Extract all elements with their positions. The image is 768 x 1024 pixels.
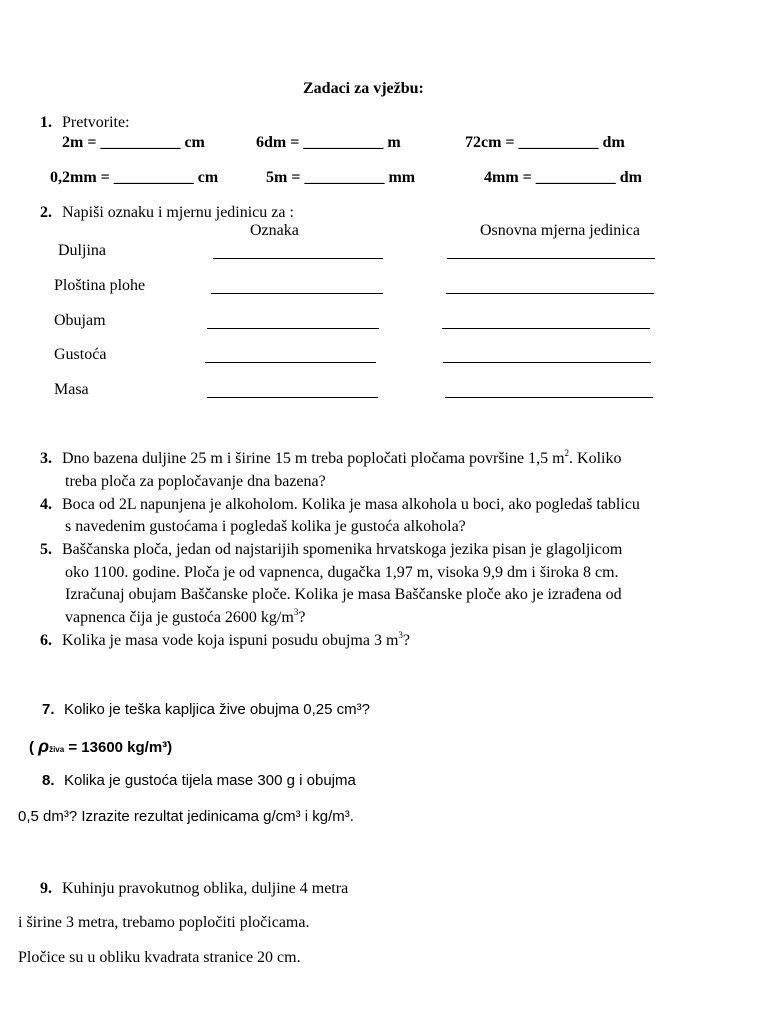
question-2: [40, 205, 294, 221]
question-number: 3.: [40, 450, 52, 467]
question-number: 6.: [40, 632, 52, 649]
question-text: vapnenca čija je gustoća 2600 kg/m: [65, 609, 294, 626]
question-number: 8.: [42, 772, 55, 789]
row-label-plostina: Ploština plohe: [54, 277, 146, 294]
question-text: Dno bazena duljine 25 m i širine 15 m treba popločati pločama površine 1,5 m: [62, 450, 565, 467]
mercury-density: [29, 737, 172, 755]
column-header-oznaka: Oznaka: [250, 222, 299, 239]
conversion-2a: 0,2mm = __________ cm: [50, 169, 219, 186]
conversion-1a: 2m = __________ cm: [62, 134, 205, 151]
blank-jedinica: [443, 362, 651, 363]
question-6: [40, 630, 411, 649]
superscript: 3: [398, 630, 403, 640]
blank-oznaka: [207, 397, 378, 398]
question-8-line-2: 0,5 dm³? Izrazite rezultat jedinicama g/cm³ i kg/m³.: [18, 808, 354, 825]
question-text: Koliko je teška kapljica žive obujma 0,25 cm³?: [64, 701, 370, 718]
blank-oznaka: [205, 362, 376, 363]
question-text: Kuhinju pravokutnog oblika, duljine 4 metra: [62, 880, 349, 897]
blank-jedinica: [446, 293, 654, 294]
question-4-line-2: s navedenim gustoćama i pogledaš kolika je gustoća alkohola?: [65, 518, 466, 535]
blank-jedinica: [442, 328, 650, 329]
rho-symbol: ρ: [38, 736, 50, 756]
blank-oznaka: [207, 328, 379, 329]
density-value: = 13600 kg/m³): [64, 739, 173, 756]
question-prompt: Pretvorite:: [62, 114, 130, 131]
conversion-2c: 4mm = __________ dm: [484, 169, 642, 186]
question-number: 2.: [40, 204, 52, 221]
row-label-duljina: Duljina: [58, 242, 106, 259]
question-3-line-2: treba ploča za popločavanje dna bazena?: [65, 473, 326, 490]
question-number: 1.: [40, 114, 52, 131]
question-5-line-2: oko 1100. godine. Ploča je od vapnenca, dugačka 1,97 m, visoka 9,9 dm i široka 8 cm.: [65, 564, 619, 581]
question-5-line-3: Izračunaj obujam Baščanske ploče. Kolika je masa Baščanske ploče ako je izrađena od: [65, 586, 622, 603]
question-text: Kolika je masa vode koja ispuni posudu obujma 3 m: [62, 632, 399, 649]
row-label-obujam: Obujam: [54, 312, 106, 329]
question-8: [42, 773, 356, 788]
rho-subscript: živa: [49, 745, 65, 754]
question-text: Baščanska ploča, jedan od najstarijih spomenika hrvatskoga jezika pisan je glagoljicom: [62, 541, 623, 558]
superscript: 3: [293, 607, 299, 617]
question-text: Kolika je gustoća tijela mase 300 g i obujma: [64, 772, 356, 789]
conversion-1b: 6dm = __________ m: [256, 134, 401, 151]
question-text: Boca od 2L napunjena je alkoholom. Kolika je masa alkohola u boci, ako pogledaš tablicu: [62, 496, 640, 513]
blank-oznaka: [213, 258, 383, 259]
question-7: [42, 702, 370, 717]
open-paren: (: [29, 739, 34, 756]
question-9-line-2: i širine 3 metra, trebamo popločiti pločicama.: [18, 914, 310, 931]
blank-jedinica: [445, 397, 653, 398]
question-text: ?: [402, 632, 411, 649]
column-header-jedinica: Osnovna mjerna jedinica: [480, 222, 640, 239]
question-text: . Koliko: [569, 450, 622, 467]
conversion-1c: 72cm = __________ dm: [465, 134, 625, 151]
question-number: 4.: [40, 496, 52, 513]
superscript: 2: [564, 448, 570, 458]
question-5: [40, 542, 622, 558]
question-5-line-4: [65, 607, 306, 626]
question-prompt: Napiši oznaku i mjernu jedinicu za :: [62, 204, 294, 221]
question-number: 7.: [42, 701, 55, 718]
question-9: [40, 881, 348, 897]
question-4: [40, 497, 640, 513]
question-number: 5.: [40, 541, 52, 558]
row-label-gustoca: Gustoća: [54, 346, 107, 363]
blank-oznaka: [211, 293, 383, 294]
row-label-masa: Masa: [54, 381, 89, 398]
question-number: 9.: [40, 880, 52, 897]
conversion-2b: 5m = __________ mm: [266, 169, 416, 186]
question-text: ?: [298, 609, 306, 626]
question-9-line-3: Pločice su u obliku kvadrata stranice 20 cm.: [18, 949, 301, 966]
blank-jedinica: [447, 258, 655, 259]
question-3: [40, 448, 622, 467]
page-title: Zadaci za vježbu:: [303, 80, 424, 97]
question-1: [40, 115, 130, 131]
